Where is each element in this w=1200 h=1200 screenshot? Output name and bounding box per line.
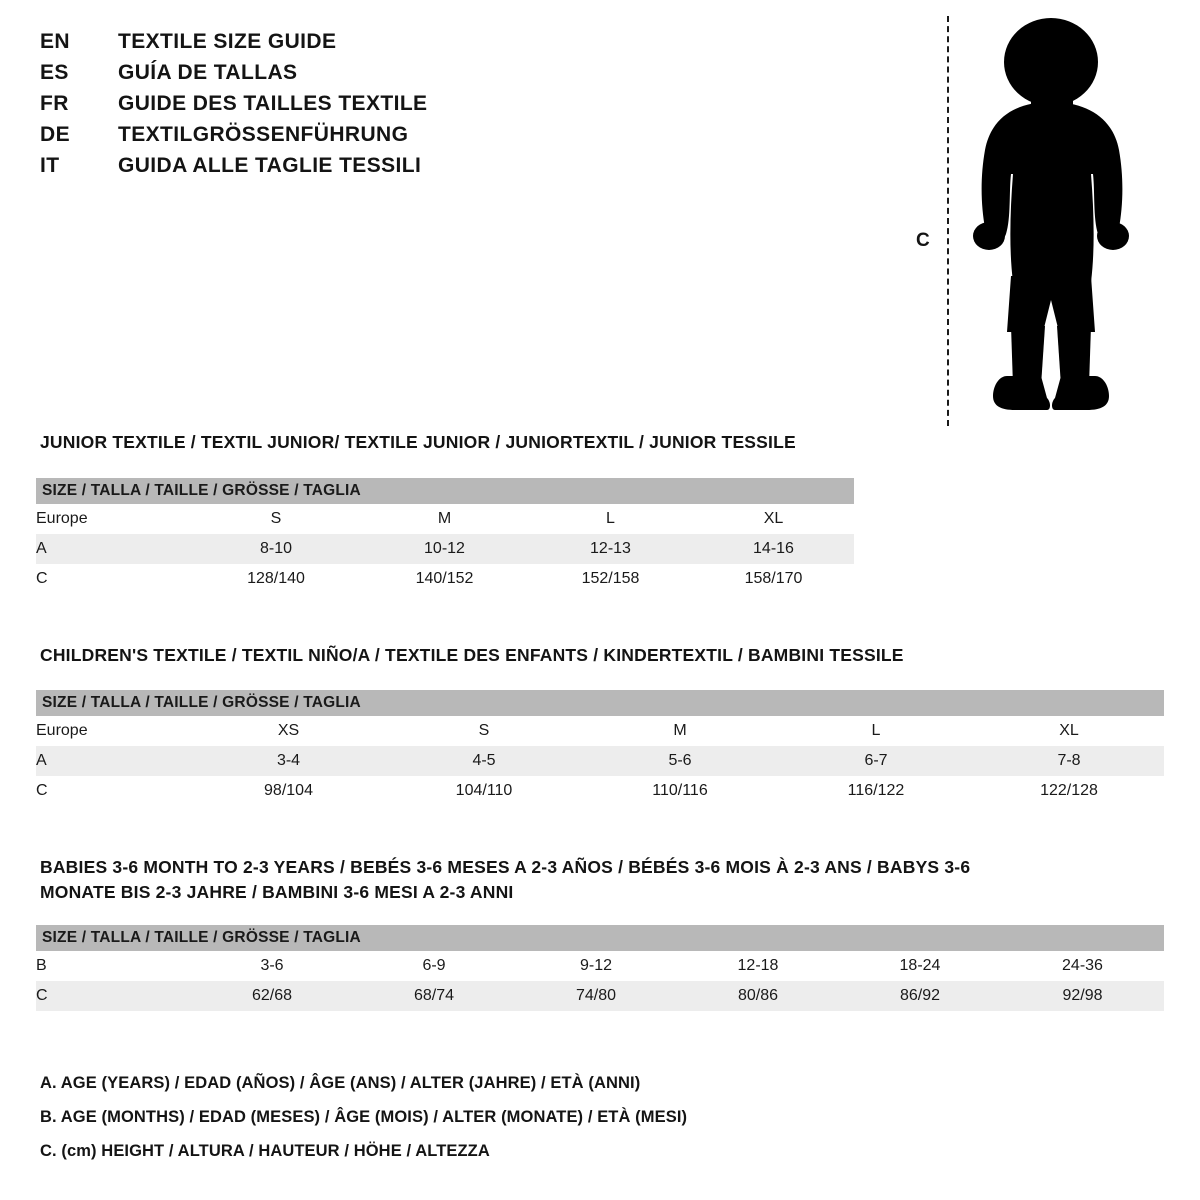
babies-row-c-value-1: 62/68 bbox=[191, 981, 353, 1011]
child-silhouette-icon bbox=[955, 14, 1145, 426]
children-row-c-value-3: 110/116 bbox=[582, 776, 778, 806]
footnote-b: B. AGE (MONTHS) / EDAD (MESES) / ÂGE (MOIS) / ALTER (MONATE) / ETÀ (MESI) bbox=[40, 1108, 688, 1126]
junior-size-table bbox=[36, 478, 854, 594]
children-row-c-value-1: 98/104 bbox=[191, 776, 386, 806]
junior-row-c-value-1: 128/140 bbox=[191, 564, 361, 594]
footnote-a: A. AGE (YEARS) / EDAD (AÑOS) / ÂGE (ANS) / ALTER (JAHRE) / ETÀ (ANNI) bbox=[40, 1074, 641, 1092]
language-code-it: IT bbox=[40, 154, 60, 177]
language-title-fr: GUIDE DES TAILLES TEXTILE bbox=[118, 92, 428, 115]
language-title-it: GUIDA ALLE TAGLIE TESSILI bbox=[118, 154, 422, 177]
babies-row-c-value-2: 68/74 bbox=[353, 981, 515, 1011]
junior-row-a bbox=[36, 534, 854, 564]
language-code-es: ES bbox=[40, 61, 69, 84]
children-size-table bbox=[36, 690, 1164, 806]
children-row-a-label: A bbox=[36, 746, 191, 776]
language-row-fr bbox=[40, 92, 680, 123]
babies-row-b-value-1: 3-6 bbox=[191, 951, 353, 981]
junior-row-c-value-3: 152/158 bbox=[528, 564, 693, 594]
junior-row-europe-value-1: S bbox=[191, 504, 361, 534]
language-title-block bbox=[40, 30, 680, 185]
babies-row-b-value-5: 18-24 bbox=[839, 951, 1001, 981]
children-row-europe-value-2: S bbox=[386, 716, 582, 746]
children-row-europe bbox=[36, 716, 1164, 746]
babies-row-b-value-4: 12-18 bbox=[677, 951, 839, 981]
children-row-europe-value-3: M bbox=[582, 716, 778, 746]
babies-row-b-value-2: 6-9 bbox=[353, 951, 515, 981]
section-heading-junior: JUNIOR TEXTILE / TEXTIL JUNIOR/ TEXTILE JUNIOR / JUNIORTEXTIL / JUNIOR TESSILE bbox=[40, 432, 796, 452]
babies-row-c-value-6: 92/98 bbox=[1001, 981, 1164, 1011]
junior-row-a-value-2: 10-12 bbox=[361, 534, 528, 564]
junior-row-europe-value-3: L bbox=[528, 504, 693, 534]
height-measure-figure bbox=[900, 8, 1180, 428]
children-row-europe-label: Europe bbox=[36, 716, 191, 746]
language-row-it bbox=[40, 154, 680, 185]
children-row-c-value-2: 104/110 bbox=[386, 776, 582, 806]
figure-measure-label: C bbox=[916, 230, 930, 251]
children-row-a-value-1: 3-4 bbox=[191, 746, 386, 776]
babies-row-c bbox=[36, 981, 1164, 1011]
language-code-de: DE bbox=[40, 123, 70, 146]
footnote-legend bbox=[40, 1066, 1040, 1168]
junior-row-europe-value-2: M bbox=[361, 504, 528, 534]
junior-table-band-row bbox=[36, 478, 854, 504]
babies-row-c-value-3: 74/80 bbox=[515, 981, 677, 1011]
junior-row-a-value-1: 8-10 bbox=[191, 534, 361, 564]
children-row-a-value-3: 5-6 bbox=[582, 746, 778, 776]
babies-row-b-label: B bbox=[36, 951, 191, 981]
junior-row-europe bbox=[36, 504, 854, 534]
junior-row-a-value-3: 12-13 bbox=[528, 534, 693, 564]
section-heading-children: CHILDREN'S TEXTILE / TEXTIL NIÑO/A / TEXTILE DES ENFANTS / KINDERTEXTIL / BAMBINI TESSILE bbox=[40, 645, 904, 665]
babies-row-c-value-4: 80/86 bbox=[677, 981, 839, 1011]
babies-row-c-label: C bbox=[36, 981, 191, 1011]
language-row-en bbox=[40, 30, 680, 61]
height-dashed-line bbox=[947, 16, 949, 426]
language-title-de: TEXTILGRÖSSENFÜHRUNG bbox=[118, 123, 409, 146]
babies-row-b-value-6: 24-36 bbox=[1001, 951, 1164, 981]
children-row-a-value-2: 4-5 bbox=[386, 746, 582, 776]
language-row-de bbox=[40, 123, 680, 154]
children-table-band-row bbox=[36, 690, 1164, 716]
junior-row-europe-value-4: XL bbox=[693, 504, 854, 534]
babies-row-b bbox=[36, 951, 1164, 981]
junior-row-a-label: A bbox=[36, 534, 191, 564]
children-row-europe-value-5: XL bbox=[974, 716, 1164, 746]
junior-row-a-value-4: 14-16 bbox=[693, 534, 854, 564]
babies-row-c-value-5: 86/92 bbox=[839, 981, 1001, 1011]
babies-size-table bbox=[36, 925, 1164, 1011]
junior-row-europe-label: Europe bbox=[36, 504, 191, 534]
footnote-c: C. (cm) HEIGHT / ALTURA / HAUTEUR / HÖHE / ALTEZZA bbox=[40, 1142, 490, 1160]
children-row-a-value-5: 7-8 bbox=[974, 746, 1164, 776]
children-row-europe-value-4: L bbox=[778, 716, 974, 746]
children-table-band-label: SIZE / TALLA / TAILLE / GRÖSSE / TAGLIA bbox=[36, 690, 1164, 716]
children-row-c-value-5: 122/128 bbox=[974, 776, 1164, 806]
junior-row-c-label: C bbox=[36, 564, 191, 594]
junior-table-band-label: SIZE / TALLA / TAILLE / GRÖSSE / TAGLIA bbox=[36, 478, 854, 504]
junior-row-c bbox=[36, 564, 854, 594]
children-row-europe-value-1: XS bbox=[191, 716, 386, 746]
language-code-fr: FR bbox=[40, 92, 69, 115]
babies-row-b-value-3: 9-12 bbox=[515, 951, 677, 981]
language-row-es bbox=[40, 61, 680, 92]
babies-table-band-label: SIZE / TALLA / TAILLE / GRÖSSE / TAGLIA bbox=[36, 925, 1164, 951]
junior-row-c-value-4: 158/170 bbox=[693, 564, 854, 594]
junior-row-c-value-2: 140/152 bbox=[361, 564, 528, 594]
children-row-c-label: C bbox=[36, 776, 191, 806]
language-title-en: TEXTILE SIZE GUIDE bbox=[118, 30, 337, 53]
children-row-c-value-4: 116/122 bbox=[778, 776, 974, 806]
children-row-a bbox=[36, 746, 1164, 776]
language-title-es: GUÍA DE TALLAS bbox=[118, 61, 298, 84]
language-code-en: EN bbox=[40, 30, 70, 53]
children-row-c bbox=[36, 776, 1164, 806]
babies-table-band-row bbox=[36, 925, 1164, 951]
section-heading-babies: BABIES 3-6 MONTH TO 2-3 YEARS / BEBÉS 3-6 MESES A 2-3 AÑOS / BÉBÉS 3-6 MOIS À 2-3 ANS / BABYS 3-6 MONATE BIS 2-3 JAHRE / BAMBINI 3-6 MESI A 2-3 ANNI bbox=[40, 857, 971, 903]
children-row-a-value-4: 6-7 bbox=[778, 746, 974, 776]
